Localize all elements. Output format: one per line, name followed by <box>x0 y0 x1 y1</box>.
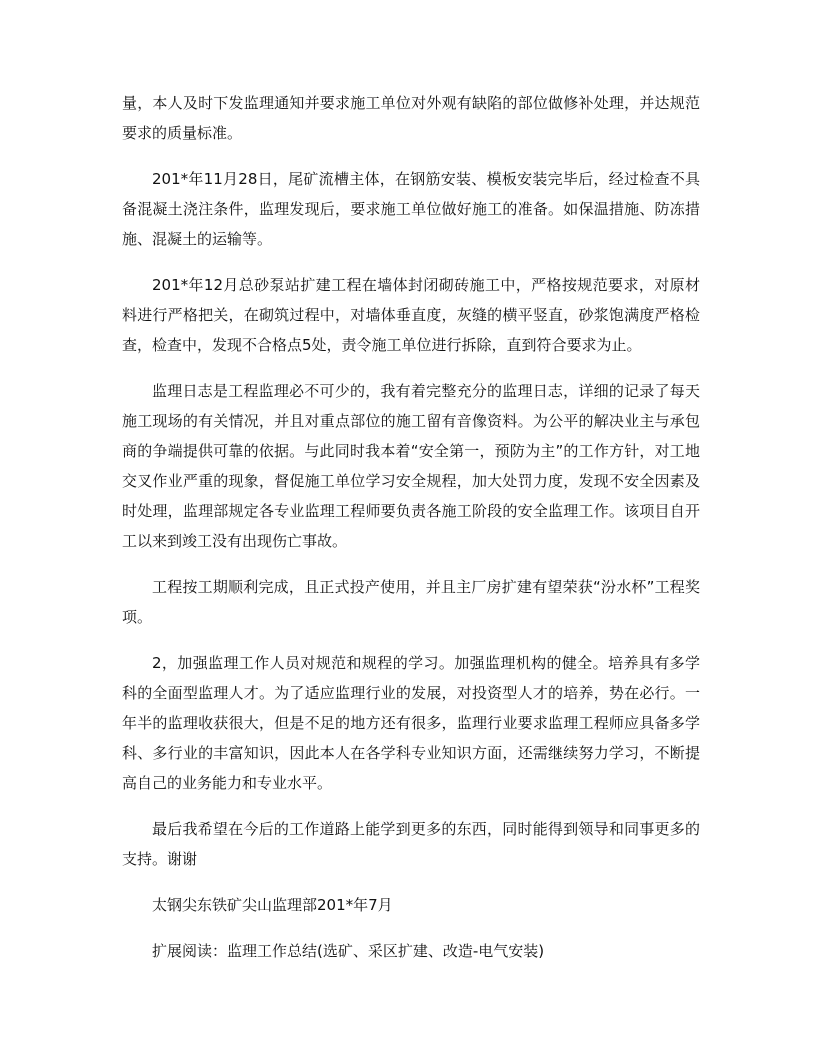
paragraph-nov-28-inspection: 201*年11月28日，尾矿流槽主体，在钢筋安装、模板安装完毕后，经过检查不具备混凝土浇注条件，监理发现后，要求施工单位做好施工的准备。如保温措施、防冻措施、混凝土的运输等。 <box>122 170 700 248</box>
paragraph-dec-pump-station: 201*年12月总砂泵站扩建工程在墙体封闭砌砖施工中，严格按规范要求，对原材料进行严格把关，在砌筑过程中，对墙体垂直度，灰缝的横平竖直，砂浆饱满度严格检查，检查中，发现不合格点5处，责令施工单位进行拆除，直到符合要求为止。 <box>122 276 700 354</box>
paragraph-extended-reading: 扩展阅读：监理工作总结(选矿、采区扩建、改造-电气安装) <box>152 942 545 960</box>
paragraph-staff-study: 2，加强监理工作人员对规范和规程的学习。加强监理机构的健全。培养具有多学科的全面型监理人才。为了适应监理行业的发展，对投资型人才的培养，势在必行。一年半的监理收获很大，但是不足的地方还有很多，监理行业要求监理工程师应具备多学科、多行业的丰富知识，因此本人在各学科专业知识方面，还需继续努力学习，不断提高自己的业务能力和专业水平。 <box>122 654 700 792</box>
document-body <box>122 88 700 982</box>
paragraph-supervision-log: 监理日志是工程监理必不可少的，我有着完整充分的监理日志，详细的记录了每天施工现场的有关情况，并且对重点部位的施工留有音像资料。为公平的解决业主与承包商的争端提供可靠的依据。与此同时我本着“安全第一，预防为主”的工作方针，对工地交叉作业严重的现象，督促施工单位学习安全规程，加大处罚力度，发现不安全因素及时处理，监理部规定各专业监理工程师要负责各施工阶段的安全监理工作。该项目自开工以来到竣工没有出现伤亡事故。 <box>122 382 700 550</box>
paragraph-closing-thanks: 最后我希望在今后的工作道路上能学到更多的东西，同时能得到领导和同事更多的支持。谢谢 <box>122 820 700 868</box>
paragraph-signature: 太钢尖东铁矿尖山监理部201*年7月 <box>152 896 393 914</box>
paragraph-project-completion: 工程按工期顺利完成，且正式投产使用，并且主厂房扩建有望荣获“汾水杯”工程奖项。 <box>122 578 700 626</box>
paragraph-quality-standard: 量，本人及时下发监理通知并要求施工单位对外观有缺陷的部位做修补处理，并达规范要求的质量标准。 <box>122 94 700 142</box>
